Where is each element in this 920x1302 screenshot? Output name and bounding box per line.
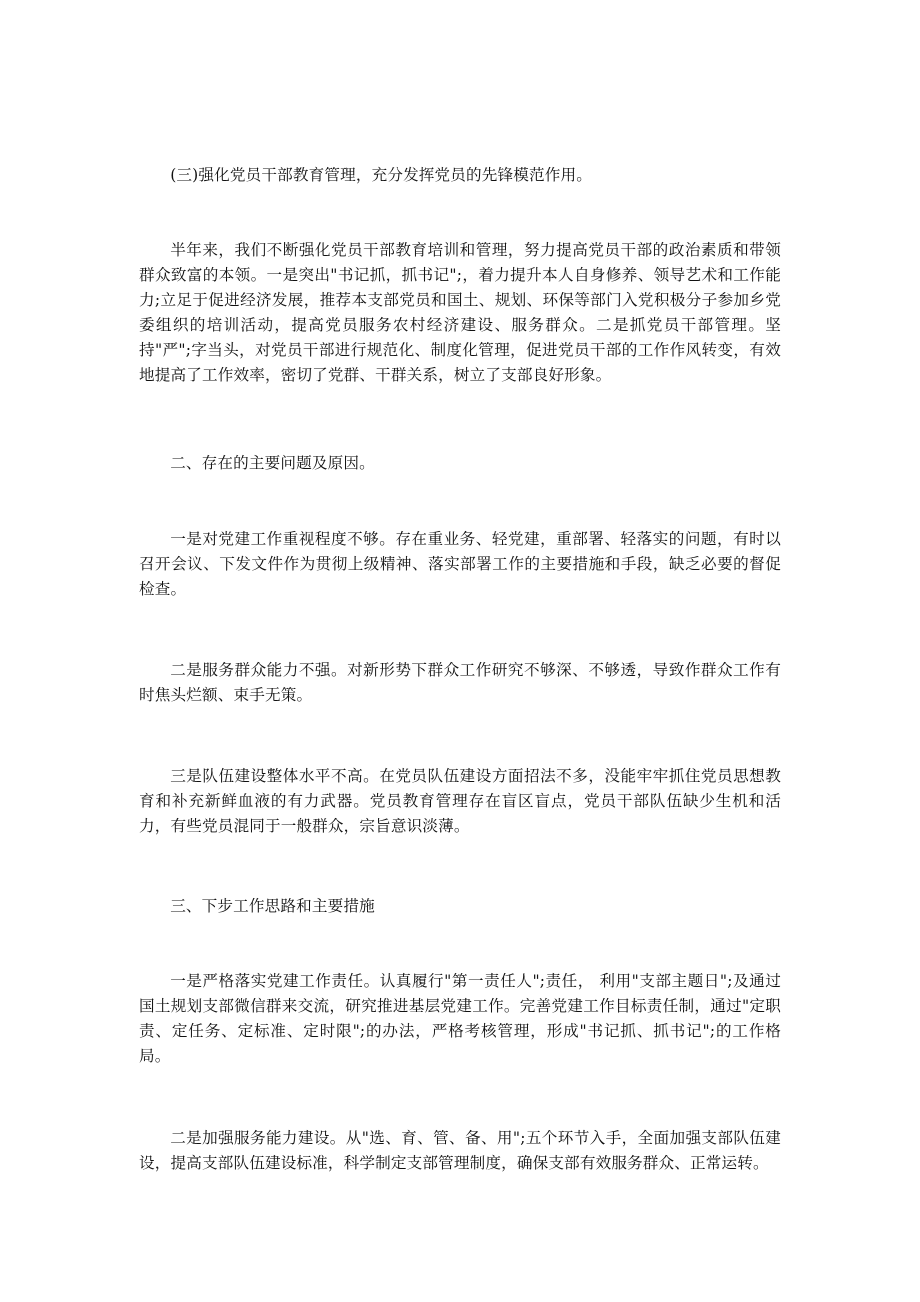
paragraph-problem-one: 一是对党建工作重视程度不够。存在重业务、轻党建，重部署、轻落实的问题，有时以召开会议、下发文件作为贯彻上级精神、落实部署工作的主要措施和手段，缺乏必要的督促检查。 [139,530,781,598]
paragraph-problem-two: 二是服务群众能力不强。对新形势下群众工作研究不够深、不够透，导致作群众工作有时焦头烂额、束手无策。 [139,661,781,704]
paragraph-measure-two: 二是加强服务能力建设。从"选、育、管、备、用";五个环节入手，全面加强支部队伍建设，提高支部队伍建设标准，科学制定支部管理制度，确保支部有效服务群众、正常运转。 [139,1129,781,1172]
paragraph-problem-three: 三是队伍建设整体水平不高。在党员队伍建设方面招法不多，没能牢牢抓住党员思想教育和补充新鲜血液的有力武器。党员教育管理存在盲区盲点，党员干部队伍缺少生机和活力，有些党员混同于一般群众，宗旨意识淡薄。 [139,767,781,835]
section-heading-next-steps: 三、下步工作思路和主要措施 [170,897,375,915]
paragraph-measure-one: 一是严格落实党建工作责任。认真履行"第一责任人";责任， 利用"支部主题日";及通过国土规划支部微信群来交流，研究推进基层党建工作。完善党建工作目标责任制，通过"定职责、定任务、定标准、定时限";的办法，严格考核管理，形成"书记抓、抓书记";的工作格局。 [139,972,781,1065]
section-heading-problems: 二、存在的主要问题及原因。 [170,454,375,472]
paragraph-half-year-review: 半年来，我们不断强化党员干部教育培训和管理，努力提高党员干部的政治素质和带领群众致富的本领。一是突出"书记抓，抓书记";，着力提升本人自身修养、领导艺术和工作能力;立足于促进经济发展，推荐本支部党员和国土、规划、环保等部门入党积极分子参加乡党委组织的培训活动，提高党员服务农村经济建设、服务群众。二是抓党员干部管理。坚持"严";字当头，对党员干部进行规范化、制度化管理，促进党员干部的工作作风转变，有效地提高了工作效率，密切了党群、干群关系，树立了支部良好形象。 [139,241,781,384]
section-heading-strengthen-education: (三)强化党员干部教育管理，充分发挥党员的先锋模范作用。 [170,166,592,184]
